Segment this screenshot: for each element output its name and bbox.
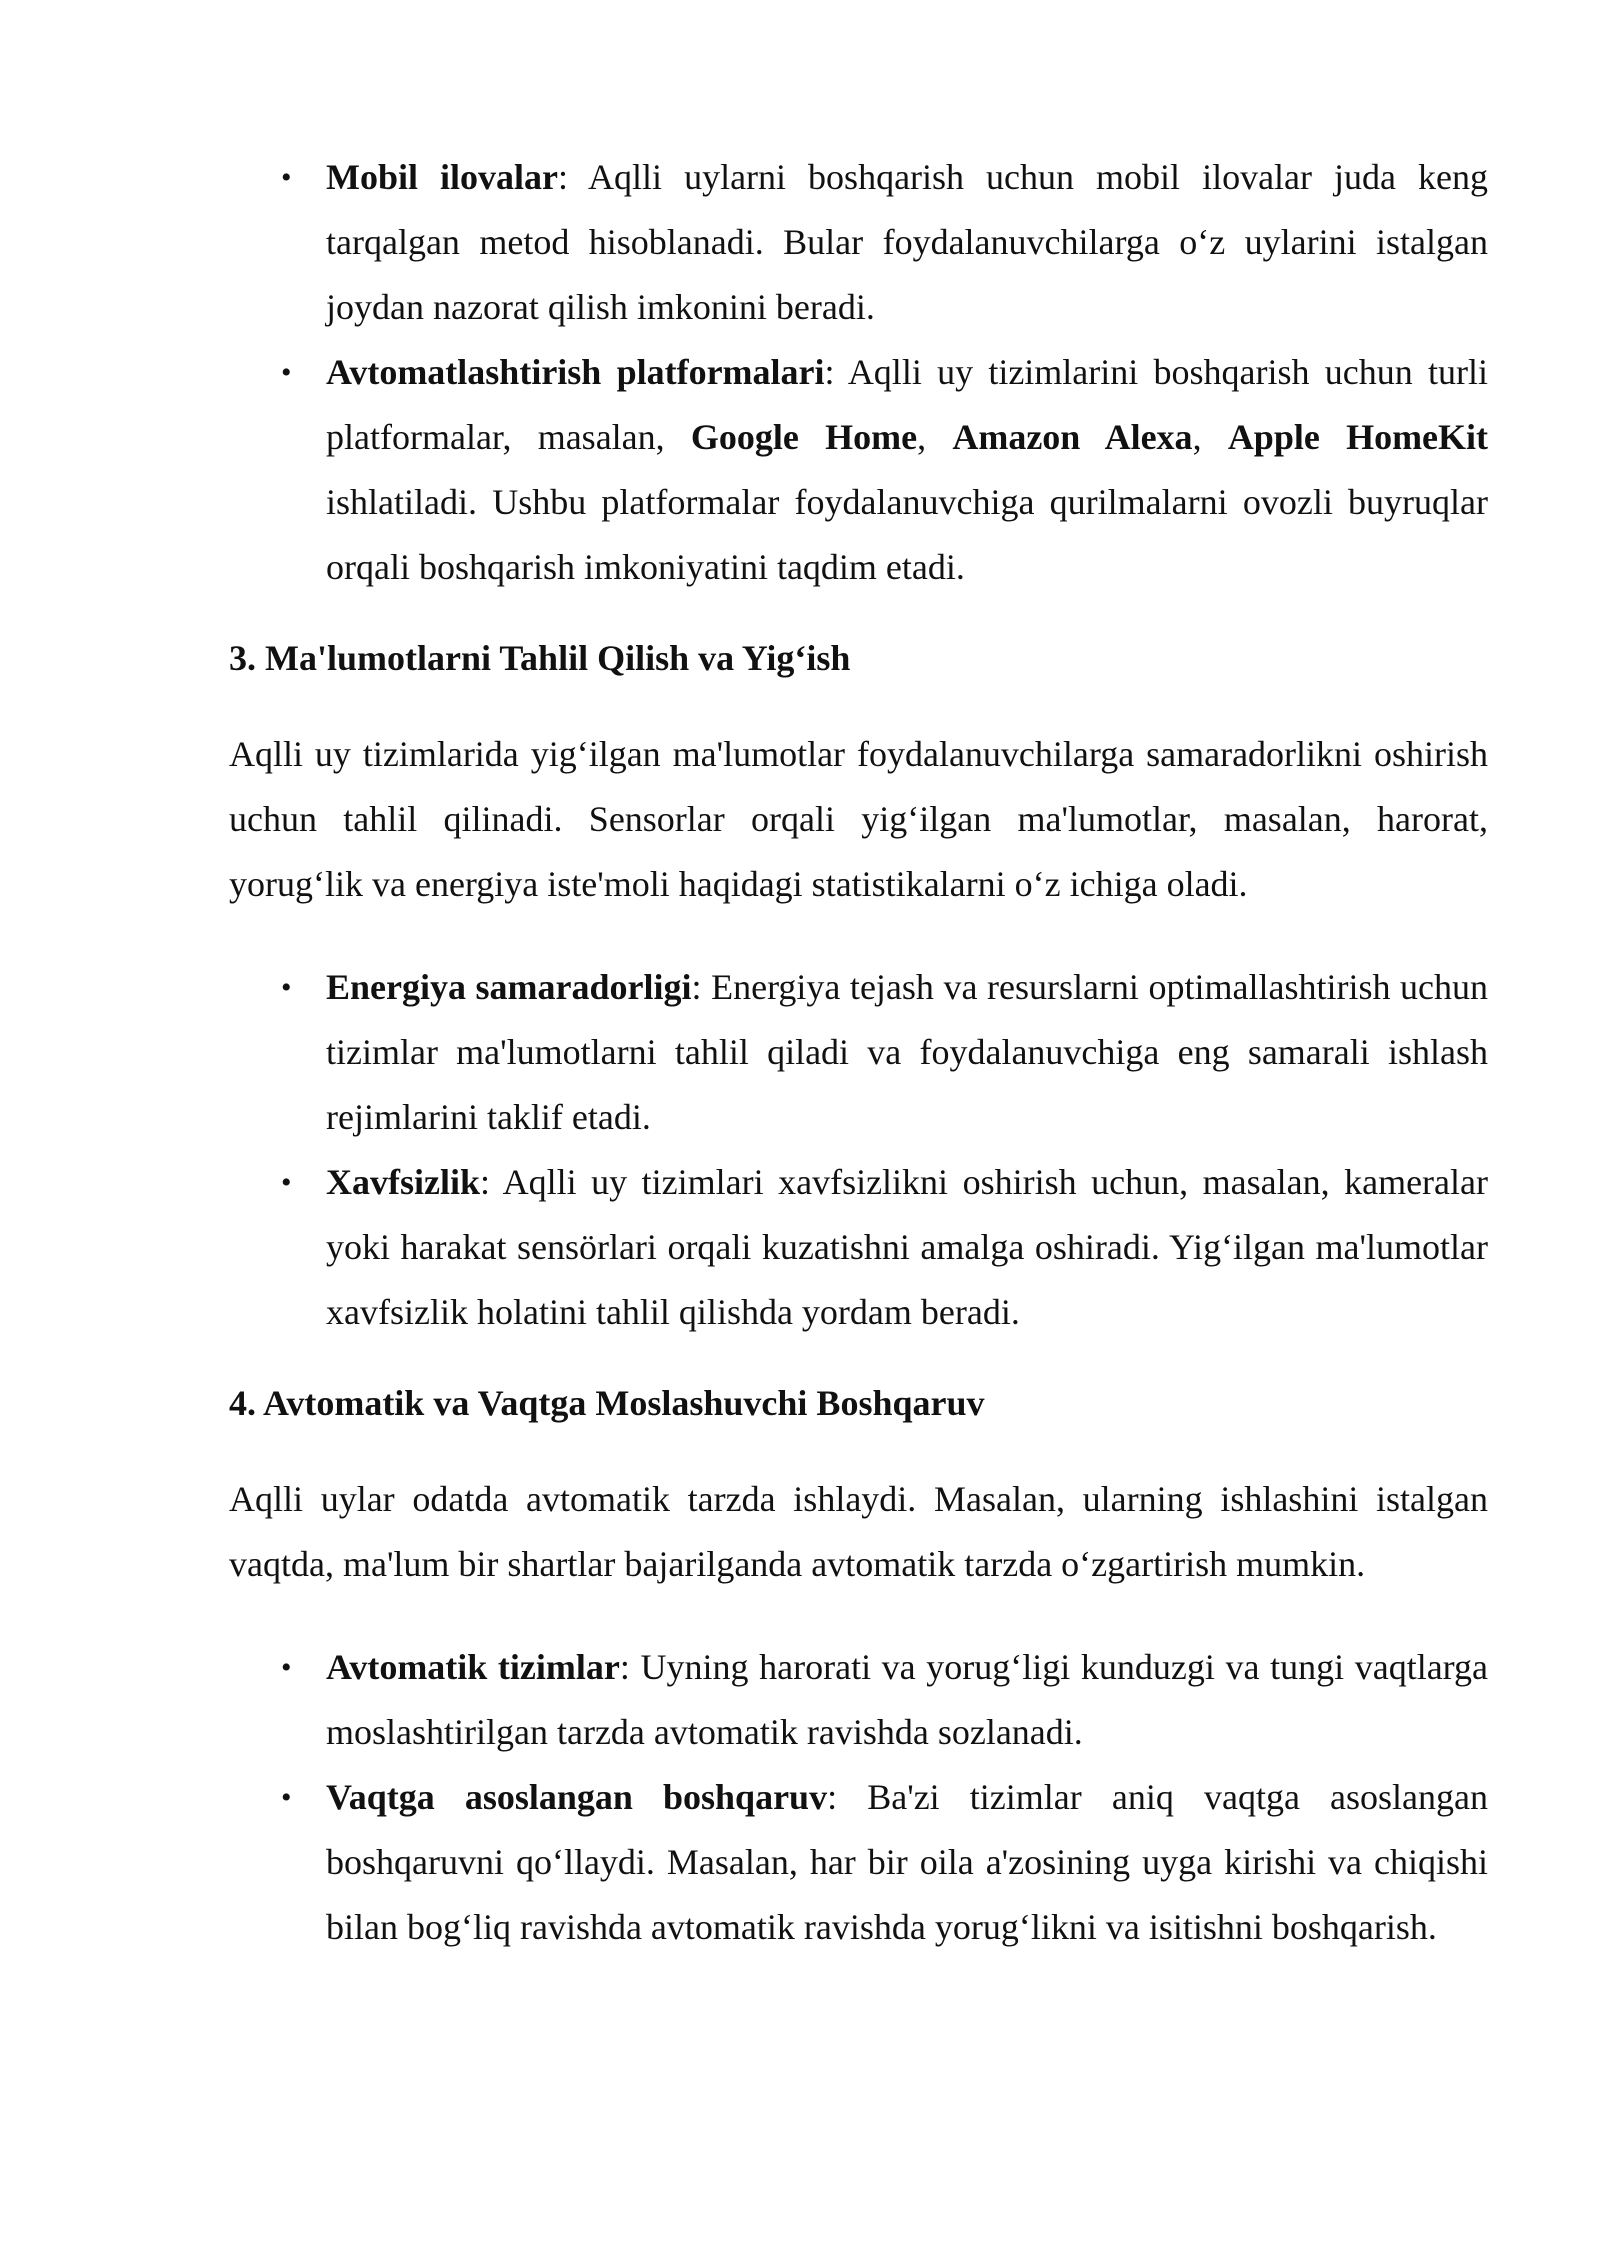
- list-item: [229, 145, 1488, 340]
- list-item-separator: ,: [1192, 417, 1228, 457]
- list-item-term: Mobil ilovalar: [326, 157, 559, 197]
- section-heading-4: 4. Avtomatik va Vaqtga Moslashuvchi Boshqaruv: [229, 1383, 985, 1423]
- list-item: [229, 1150, 1488, 1345]
- bullet-icon: •: [281, 356, 292, 389]
- list-item-text: Energiya tejash va resurslarni optimallashtirish uchun tizimlar ma'lumotlarni tahlil qiladi va foydalanuvchiga eng samarali ishlash rejimlarini taklif etadi.: [326, 967, 1488, 1137]
- list-item: [229, 955, 1488, 1150]
- list-item-separator: ,: [917, 417, 953, 457]
- list-item-separator: :: [827, 1777, 838, 1817]
- list-item-text: Ba'zi tizimlar aniq vaqtga asoslangan boshqaruvni qo‘llaydi. Masalan, har bir oila a'zosining uyga kirishi va chiqishi bilan bog‘liq ravishda avtomatik ravishda yorug‘likni va isitishni boshqarish.: [326, 1777, 1489, 1947]
- list-item-separator: :: [691, 967, 702, 1007]
- list-item-separator: :: [619, 1647, 630, 1687]
- bullet-list-automation: [229, 1635, 1488, 1960]
- list-item-separator: :: [824, 352, 835, 392]
- list-item-text: ishlatiladi. Ushbu platformalar foydalanuvchiga qurilmalarni ovozli buyruqlar orqali boshqarish imkoniyatini taqdim etadi.: [326, 482, 1488, 587]
- list-item-term: Avtomatik tizimlar: [326, 1647, 620, 1687]
- bullet-icon: •: [281, 971, 292, 1004]
- section-heading-3: 3. Ma'lumotlarni Tahlil Qilish va Yig‘ish: [229, 638, 851, 678]
- list-item-term: Vaqtga asoslangan boshqaruv: [326, 1777, 828, 1817]
- list-item-text: Aqlli uy tizimlari xavfsizlikni oshirish uchun, masalan, kameralar yoki harakat sensörlari orqali kuzatishni amalga oshiradi. Yig‘ilgan ma'lumotlar xavfsizlik holatini tahlil qilishda yordam beradi.: [326, 1162, 1488, 1332]
- bullet-icon: •: [281, 161, 292, 194]
- list-item-text: Aqlli uy tizimlarini boshqarish uchun turli platformalar, masalan,: [326, 352, 1488, 457]
- platform-name-amazon-alexa: Amazon Alexa: [952, 417, 1193, 457]
- list-item-term: Avtomatlashtirish platformalari: [326, 352, 825, 392]
- list-item: [229, 1635, 1488, 1765]
- bullet-list-interfaces: [229, 145, 1488, 600]
- section-paragraph-3: Aqlli uy tizimlarida yig‘ilgan ma'lumotlar foydalanuvchilarga samaradorlikni oshirish uchun tahlil qilinadi. Sensorlar orqali yig‘ilgan ma'lumotlar, masalan, harorat, yorug‘lik va energiya iste'moli haqidagi statistikalarni o‘z ichiga oladi.: [229, 734, 1488, 904]
- document-body: [229, 145, 1488, 1960]
- platform-name-apple-homekit: Apple HomeKit: [1227, 417, 1489, 457]
- list-item: [229, 1765, 1488, 1960]
- list-item: [229, 340, 1488, 600]
- section-paragraph-4: Aqlli uylar odatda avtomatik tarzda ishlaydi. Masalan, ularning ishlashini istalgan vaqtda, ma'lum bir shartlar bajarilganda avtomatik tarzda o‘zgartirish mumkin.: [229, 1479, 1488, 1584]
- bullet-list-analysis: [229, 955, 1488, 1345]
- list-item-text: Uyning harorati va yorug‘ligi kunduzgi va tungi vaqtlarga moslashtirilgan tarzda avtomatik ravishda sozlanadi.: [326, 1647, 1488, 1752]
- list-item-text: Aqlli uylarni boshqarish uchun mobil ilovalar juda keng tarqalgan metod hisoblanadi. Bular foydalanuvchilarga o‘z uylarini istalgan joydan nazorat qilish imkonini beradi.: [326, 157, 1488, 327]
- list-item-term: Xavfsizlik: [326, 1162, 481, 1202]
- list-item-separator: :: [480, 1162, 491, 1202]
- list-item-term: Energiya samaradorligi: [326, 967, 692, 1007]
- platform-name-google-home: Google Home: [690, 417, 918, 457]
- list-item-separator: :: [558, 157, 569, 197]
- bullet-icon: •: [281, 1781, 292, 1814]
- bullet-icon: •: [281, 1651, 292, 1684]
- bullet-icon: •: [281, 1166, 292, 1199]
